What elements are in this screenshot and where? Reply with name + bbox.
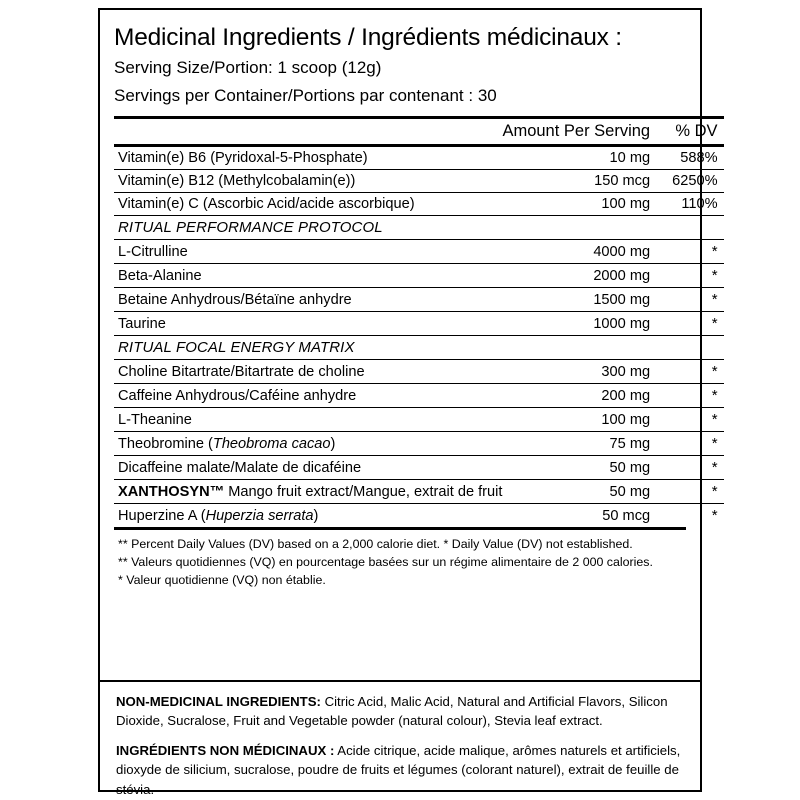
ingredient-dv: 588% bbox=[672, 146, 723, 170]
ingredient-name bbox=[114, 432, 502, 456]
supplement-facts-panel bbox=[98, 8, 718, 792]
table-row bbox=[114, 312, 724, 336]
table-row bbox=[114, 288, 724, 312]
table-row bbox=[114, 240, 724, 264]
group-dv bbox=[672, 336, 723, 360]
group-amount bbox=[502, 216, 672, 240]
table-header-row bbox=[114, 118, 724, 146]
ingredient-name: L-Theanine bbox=[114, 408, 502, 432]
ingredient-amount: 1000 mg bbox=[502, 312, 672, 336]
ingredient-name: Taurine bbox=[114, 312, 502, 336]
ingredient-dv: 6250% bbox=[672, 170, 723, 193]
table-row bbox=[114, 456, 724, 480]
ingredient-name: Betaine Anhydrous/Bétaïne anhydre bbox=[114, 288, 502, 312]
ingredient-amount: 50 mcg bbox=[502, 504, 672, 528]
ingredient-dv: * bbox=[672, 312, 723, 336]
servings-per-container-label: Servings per Container/Portions par contenant : bbox=[114, 85, 474, 105]
ingredient-name-latin: Huperzia serrata bbox=[205, 508, 314, 525]
ingredient-name-tail: Mango fruit extract/Mangue, extrait de fruit bbox=[224, 484, 503, 501]
ingredients-table bbox=[114, 116, 724, 527]
non-medicinal-english bbox=[116, 692, 686, 730]
non-medicinal-french-text: Acide citrique, acide malique, arômes naturels et artificiels, dioxyde de silicium, sucralose, poudre de fruits et légumes (colorant naturel), extrait de feuille de stévia. bbox=[116, 743, 681, 797]
non-medicinal-english-text: Citric Acid, Malic Acid, Natural and Artificial Flavors, Silicon Dioxide, Sucralose, Fruit and Vegetable powder (natural colour), Stevia leaf extract. bbox=[116, 694, 668, 729]
ingredient-group-header bbox=[114, 216, 724, 240]
serving-size-label: Serving Size/Portion: bbox=[114, 58, 273, 78]
servings-per-container-line bbox=[114, 85, 686, 107]
ingredient-name-tail: ) bbox=[330, 436, 336, 453]
table-row bbox=[114, 432, 724, 456]
serving-size-value: 1 scoop (12g) bbox=[272, 58, 382, 78]
servings-per-container-value: 30 bbox=[473, 85, 497, 105]
header-name bbox=[114, 118, 502, 146]
ingredient-dv: * bbox=[672, 504, 723, 528]
ingredient-name-head: Theobromine ( bbox=[118, 436, 213, 453]
ingredient-amount: 10 mg bbox=[502, 146, 672, 170]
ingredient-dv: 110% bbox=[672, 193, 723, 216]
header-amount-per-serving: Amount Per Serving bbox=[502, 118, 672, 146]
ingredient-dv: * bbox=[672, 360, 723, 384]
ingredient-name: Choline Bitartrate/Bitartrate de choline bbox=[114, 360, 502, 384]
ingredient-dv: * bbox=[672, 288, 723, 312]
ingredient-amount: 75 mg bbox=[502, 432, 672, 456]
ingredient-name bbox=[114, 480, 502, 504]
footnote-line: * Valeur quotidienne (VQ) non établie. bbox=[118, 573, 326, 588]
ingredient-amount: 2000 mg bbox=[502, 264, 672, 288]
ingredient-amount: 50 mg bbox=[502, 480, 672, 504]
ingredient-name-latin: Theobroma cacao bbox=[212, 436, 331, 453]
ingredient-name: Beta-Alanine bbox=[114, 264, 502, 288]
table-row bbox=[114, 504, 724, 528]
ingredient-name: Vitamin(e) B6 (Pyridoxal-5-Phosphate) bbox=[114, 146, 502, 170]
serving-size-line bbox=[114, 57, 686, 79]
group-dv bbox=[672, 216, 723, 240]
ingredient-name bbox=[114, 504, 502, 528]
group-name: RITUAL FOCAL ENERGY MATRIX bbox=[114, 336, 502, 360]
ingredient-amount: 1500 mg bbox=[502, 288, 672, 312]
table-row bbox=[114, 264, 724, 288]
non-medicinal-english-label: NON-MEDICINAL INGREDIENTS: bbox=[116, 694, 321, 709]
ingredient-dv: * bbox=[672, 264, 723, 288]
ingredient-name: Vitamin(e) B12 (Methylcobalamin(e)) bbox=[114, 170, 502, 193]
table-row bbox=[114, 360, 724, 384]
ingredient-amount: 100 mg bbox=[502, 408, 672, 432]
footnote-line: ** Percent Daily Values (DV) based on a 2,000 calorie diet. * Daily Value (DV) not established. bbox=[118, 537, 633, 552]
ingredient-amount: 300 mg bbox=[502, 360, 672, 384]
ingredient-dv: * bbox=[672, 432, 723, 456]
ingredient-dv: * bbox=[672, 240, 723, 264]
table-row bbox=[114, 384, 724, 408]
footnote-line: ** Valeurs quotidiennes (VQ) en pourcentage basées sur un régime alimentaire de 2 000 calories. bbox=[118, 555, 653, 570]
non-medicinal-french bbox=[116, 741, 686, 798]
table-row bbox=[114, 146, 724, 170]
ingredient-amount: 200 mg bbox=[502, 384, 672, 408]
table-row bbox=[114, 408, 724, 432]
table-row bbox=[114, 170, 724, 193]
non-medicinal-ingredients-box bbox=[98, 680, 702, 797]
ingredient-name-head: Huperzine A ( bbox=[118, 508, 206, 525]
table-row bbox=[114, 193, 724, 216]
ingredient-dv: * bbox=[672, 408, 723, 432]
ingredient-name: L-Citrulline bbox=[114, 240, 502, 264]
page-title: Medicinal Ingredients / Ingrédients médicinaux : bbox=[114, 24, 622, 51]
ingredient-amount: 4000 mg bbox=[502, 240, 672, 264]
ingredient-dv: * bbox=[672, 480, 723, 504]
ingredient-dv: * bbox=[672, 456, 723, 480]
ingredient-amount: 150 mcg bbox=[502, 170, 672, 193]
non-medicinal-french-label: INGRÉDIENTS NON MÉDICINAUX : bbox=[116, 743, 335, 759]
group-name: RITUAL PERFORMANCE PROTOCOL bbox=[114, 216, 502, 240]
ingredient-group-header bbox=[114, 336, 724, 360]
header-percent-dv: % DV bbox=[672, 118, 723, 146]
ingredient-amount: 50 mg bbox=[502, 456, 672, 480]
ingredients-table-body bbox=[114, 118, 724, 528]
footnotes bbox=[114, 530, 686, 590]
table-row bbox=[114, 480, 724, 504]
group-amount bbox=[502, 336, 672, 360]
ingredient-name-tail: ) bbox=[313, 508, 319, 525]
ingredient-name: Vitamin(e) C (Ascorbic Acid/acide ascorbique) bbox=[114, 193, 502, 216]
ingredient-name: Caffeine Anhydrous/Caféine anhydre bbox=[114, 384, 502, 408]
ingredient-brand: XANTHOSYN™ bbox=[118, 484, 225, 501]
ingredient-amount: 100 mg bbox=[502, 193, 672, 216]
ingredient-name: Dicaffeine malate/Malate de dicaféine bbox=[114, 456, 502, 480]
ingredient-dv: * bbox=[672, 384, 723, 408]
